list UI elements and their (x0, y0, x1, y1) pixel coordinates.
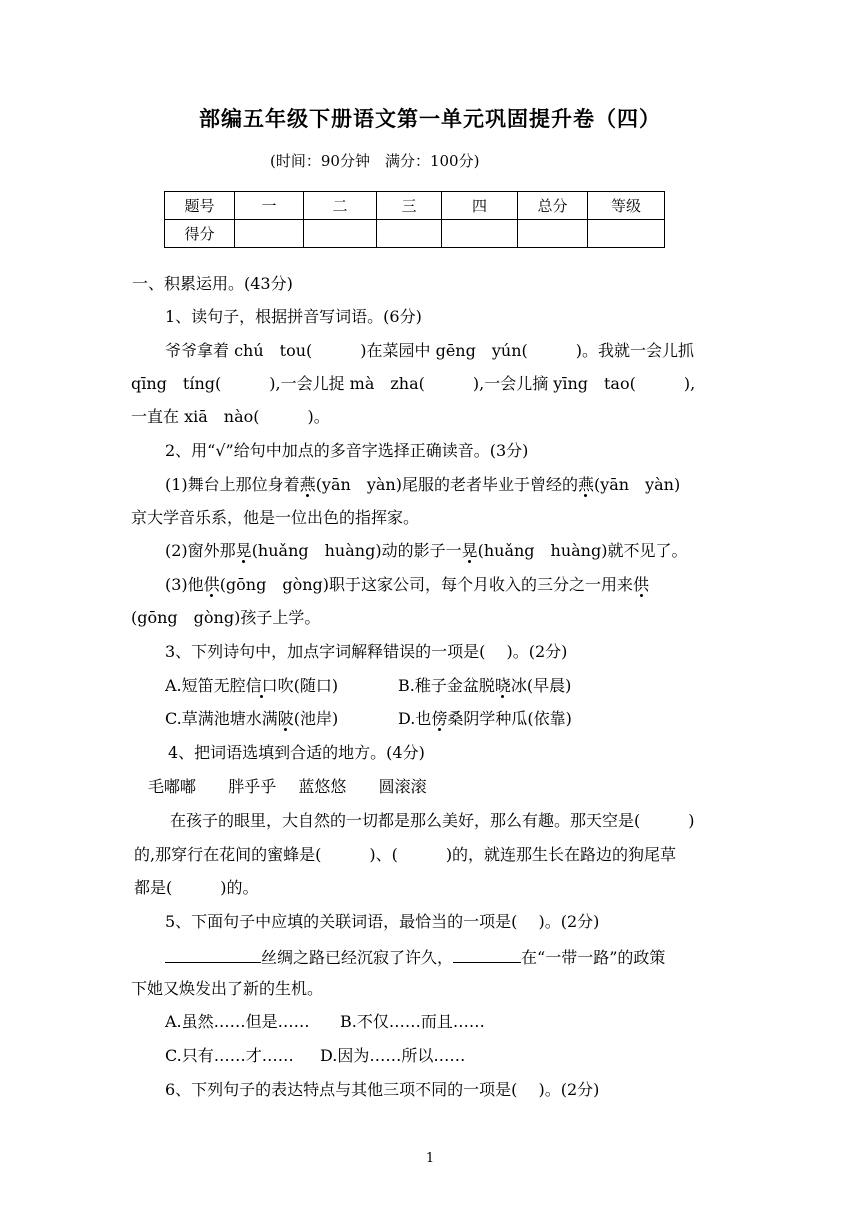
fill-blank[interactable] (165, 944, 261, 963)
text: 冰(早晨) (510, 676, 572, 695)
dotted-char: 信口 (245, 676, 278, 695)
question-6-title: 6、下列句子的表达特点与其他三项不同的一项是( )。(2分) (165, 1080, 600, 1099)
word-option: 圆滚滚 (378, 777, 427, 796)
text: 丝绸之路已经沉寂了许久， (261, 948, 454, 967)
fill-blank[interactable] (453, 944, 521, 963)
question-1-title: 1、读句子，根据拼音写词语。(6分) (165, 307, 422, 326)
option-d[interactable]: D.因为……所以…… (320, 1046, 466, 1065)
word-bank (148, 776, 427, 798)
question-4-passage: 的,那穿行在花间的蜜蜂是( )、( )的，就连那生长在路边的狗尾草 (134, 845, 677, 864)
score-header-cell: 一 (235, 192, 304, 220)
score-header-cell: 四 (442, 192, 518, 220)
question-4-passage: 在孩子的眼里，大自然的一切都是那么美好，那么有趣。那天空是( ) (170, 811, 695, 830)
dotted-char: 燕 (577, 475, 594, 494)
score-cell[interactable] (518, 220, 588, 248)
question-2-sentence-2 (165, 540, 687, 562)
score-table-score-row (165, 220, 665, 248)
dotted-char: 傍 (431, 709, 448, 728)
option-c[interactable]: C.只有……才…… (165, 1046, 294, 1065)
page-title: 部编五年级下册语文第一单元巩固提升卷（四） (199, 107, 661, 131)
exam-info: (时间：90分钟 满分：100分) (270, 152, 480, 170)
dotted-char: 陂 (277, 709, 294, 728)
dotted-char: 晃 (235, 541, 252, 560)
question-5-sentence-cont: 下她又焕发出了新的生机。 (131, 979, 324, 998)
text: A.短笛无腔 (165, 676, 246, 695)
text: (1)舞台上那位身着 (165, 475, 300, 494)
question-2-sentence-1-cont: 京大学音乐系，他是一位出色的指挥家。 (131, 508, 420, 527)
page-number: 1 (425, 1151, 435, 1166)
text: (huǎng huàng)动的影子一 (251, 541, 462, 560)
option-b[interactable] (398, 675, 571, 697)
question-1-line: qīng tíng( ),一会儿捉 mà zha( ),一会儿摘 yīng tao( ), (131, 374, 696, 393)
question-4-title: 4、把词语选填到合适的地方。(4分) (168, 743, 425, 762)
text: B.稚子金盆脱 (398, 676, 495, 695)
question-1-line: 一直在 xiā nào( )。 (131, 407, 330, 426)
question-3-title: 3、下列诗句中，加点字词解释错误的一项是( )。(2分) (165, 642, 568, 661)
question-2-sentence-3-cont: (gōng gòng)孩子上学。 (131, 608, 321, 627)
dotted-char: 晃 (461, 541, 478, 560)
dotted-char: 燕 (299, 475, 316, 494)
text: (2)窗外那 (165, 541, 236, 560)
score-header-cell: 三 (377, 192, 442, 220)
text: (yān yàn) (593, 475, 681, 494)
text: 吹(随口) (277, 676, 339, 695)
question-4-passage: 都是( )的。 (134, 878, 259, 897)
score-cell[interactable] (442, 220, 518, 248)
section-heading: 一、积累运用。(43分) (132, 274, 293, 293)
dotted-char: 供 (633, 575, 650, 594)
dotted-char: 晓 (494, 676, 511, 695)
text: C.草满池塘水满 (165, 709, 278, 728)
text: (池岸) (293, 709, 339, 728)
score-header-cell: 总分 (518, 192, 588, 220)
score-header-cell: 题号 (165, 192, 235, 220)
question-2-sentence-3 (165, 574, 649, 596)
question-2-sentence-1 (165, 474, 680, 496)
text: (3)他 (165, 575, 204, 594)
score-header-cell: 二 (304, 192, 377, 220)
score-header-cell: 等级 (588, 192, 665, 220)
question-2-title: 2、用“√”给句中加点的多音字选择正确读音。(3分) (165, 441, 529, 460)
question-5-title: 5、下面句子中应填的关联词语，最恰当的一项是( )。(2分) (165, 912, 600, 931)
option-d[interactable] (398, 708, 572, 730)
text: D.也 (398, 709, 432, 728)
question-5-sentence (165, 944, 665, 969)
score-cell[interactable] (377, 220, 442, 248)
option-c[interactable] (165, 708, 338, 730)
text: (yān yàn)尾服的老者毕业于曾经的 (315, 475, 578, 494)
word-option: 毛嘟嘟 (148, 777, 197, 796)
dotted-char: 供 (203, 575, 220, 594)
score-cell[interactable] (588, 220, 665, 248)
question-1-line: 爷爷拿着 chú tou( )在菜园中 gēng yún( )。我就一会儿抓 (165, 341, 694, 360)
text: 在“一带一路”的政策 (521, 948, 666, 967)
score-row-label: 得分 (165, 220, 235, 248)
text: (huǎng huàng)就不见了。 (477, 541, 688, 560)
score-cell[interactable] (304, 220, 377, 248)
word-option: 胖乎乎 (228, 777, 277, 796)
score-table-header-row (165, 192, 665, 220)
option-b[interactable]: B.不仅……而且…… (340, 1012, 485, 1031)
option-a[interactable] (165, 675, 338, 697)
text: 桑阴学种瓜(依靠) (447, 709, 572, 728)
word-option: 蓝悠悠 (298, 777, 347, 796)
score-table (164, 191, 665, 248)
text: (gōng gòng)职于这家公司，每个月收入的三分之一用来 (219, 575, 634, 594)
score-cell[interactable] (235, 220, 304, 248)
option-a[interactable]: A.虽然……但是…… (165, 1012, 310, 1031)
